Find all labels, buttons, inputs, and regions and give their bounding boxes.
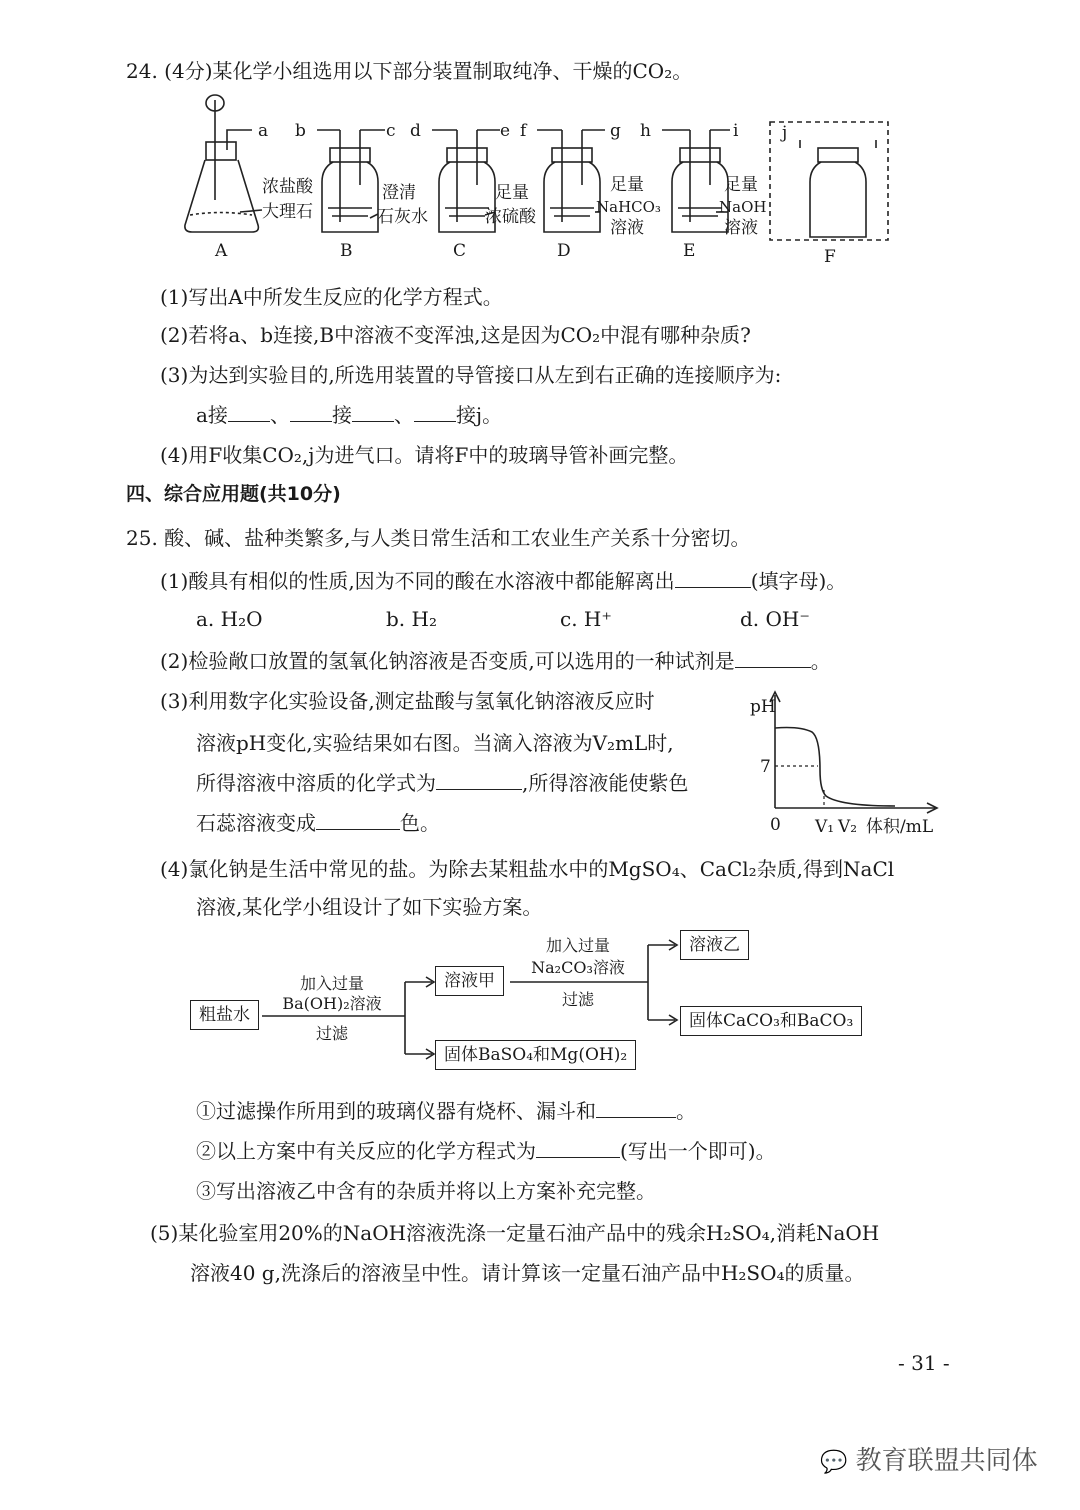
port-a: a: [258, 121, 269, 141]
graph-origin: 0: [770, 815, 781, 835]
q25-part5-line2: 溶液40 g,洗涤后的溶液呈中性。请计算该一定量石油产品中H₂SO₄的质量。: [190, 1261, 865, 1285]
answer-blank[interactable]: [735, 649, 811, 668]
graph-ylabel: pH: [750, 697, 776, 717]
ph-graph: [770, 692, 937, 813]
port-g: g: [610, 121, 621, 141]
q25-option-c: c. H⁺: [560, 607, 612, 631]
flow-step1-label1: 加入过量: [299, 974, 364, 993]
q25-part3-line4: 石蕊溶液变成 色。: [196, 811, 440, 835]
answer-blank[interactable]: [290, 403, 332, 422]
label-d3: 溶液: [610, 218, 644, 238]
label-e3: 溶液: [724, 218, 758, 238]
q25-sub2: ②以上方案中有关反应的化学方程式为 (写出一个即可)。: [196, 1139, 776, 1163]
apparatus-d-letter: D: [557, 241, 571, 261]
q25-part1: (1)酸具有相似的性质,因为不同的酸在水溶液中都能解离出 (填字母)。: [160, 569, 847, 593]
port-d: d: [410, 121, 421, 141]
graph-v1: V₁: [815, 817, 835, 837]
apparatus-a-letter: A: [215, 241, 228, 261]
label-b1: 澄清: [382, 183, 416, 203]
q24-part3-sequence: a接 、 接 、 接j。: [196, 403, 503, 427]
q25-option-d: d. OH⁻: [740, 607, 810, 631]
q25-part3-line3: 所得溶液中溶质的化学式为 ,所得溶液能使紫色: [196, 771, 689, 795]
q24-part2: (2)若将a、b连接,B中溶液不变浑浊,这是因为CO₂中混有哪种杂质?: [160, 323, 751, 347]
q24-heading: 24. (4分)某化学小组选用以下部分装置制取纯净、干燥的CO₂。: [126, 59, 693, 83]
apparatus-e-letter: E: [683, 241, 696, 261]
q25-part2: (2)检验敞口放置的氢氧化钠溶液是否变质,可以选用的一种试剂是 。: [160, 649, 831, 673]
port-i: i: [733, 121, 739, 141]
answer-blank[interactable]: [436, 771, 522, 790]
q24-part4: (4)用F收集CO₂,j为进气口。请将F中的玻璃导管补画完整。: [160, 443, 689, 467]
answer-blank[interactable]: [414, 403, 456, 422]
port-e: e: [500, 121, 511, 141]
flow-step2-filter: 过滤: [561, 990, 594, 1009]
flow-step2-label1: 加入过量: [545, 936, 610, 955]
label-c1: 足量: [495, 183, 529, 203]
label-e1: 足量: [724, 175, 758, 195]
section-heading: 四、综合应用题(共10分): [126, 483, 341, 505]
answer-blank[interactable]: [316, 811, 400, 830]
label-b2: 石灰水: [377, 207, 428, 227]
flow-step2-label2: Na₂CO₃溶液: [531, 958, 625, 977]
page-number: - 31 -: [898, 1351, 950, 1375]
port-c: c: [386, 121, 396, 141]
flow-end1-box: 溶液乙: [680, 930, 749, 960]
apparatus-b-letter: B: [340, 241, 353, 261]
flow-start-box: 粗盐水: [190, 1000, 259, 1030]
q25-part5-line1: (5)某化验室用20%的NaOH溶液洗涤一定量石油产品中的残余H₂SO₄,消耗NaOH: [150, 1221, 880, 1245]
port-j: j: [782, 123, 788, 143]
flow-step1-filter: 过滤: [315, 1024, 348, 1043]
port-h: h: [640, 121, 651, 141]
q24-part1: (1)写出A中所发生反应的化学方程式。: [160, 285, 503, 309]
watermark: 💬 教育联盟共同体: [820, 1446, 1038, 1476]
q25-option-b: b. H₂: [386, 607, 437, 631]
answer-blank[interactable]: [596, 1099, 676, 1118]
q25-part4-line2: 溶液,某化学小组设计了如下实验方案。: [196, 895, 543, 919]
flow-step1-label2: Ba(OH)₂溶液: [282, 994, 382, 1013]
label-a-acid: 浓盐酸: [262, 177, 313, 197]
q25-heading: 25. 酸、碱、盐种类繁多,与人类日常生活和工农业生产关系十分密切。: [126, 526, 751, 550]
q25-option-a: a. H₂O: [196, 607, 263, 631]
flow-solid1-box: 固体BaSO₄和Mg(OH)₂: [435, 1040, 636, 1070]
q25-part4-line1: (4)氯化钠是生活中常见的盐。为除去某粗盐水中的MgSO₄、CaCl₂杂质,得到NaCl: [160, 857, 895, 881]
answer-blank[interactable]: [536, 1139, 620, 1158]
flow-end2-box: 固体CaCO₃和BaCO₃: [680, 1006, 862, 1036]
flow-mid-box: 溶液甲: [435, 966, 504, 996]
apparatus-c-letter: C: [453, 241, 467, 261]
answer-blank[interactable]: [675, 569, 751, 588]
q25-sub1: ①过滤操作所用到的玻璃仪器有烧杯、漏斗和 。: [196, 1099, 696, 1123]
answer-blank[interactable]: [352, 403, 394, 422]
answer-blank[interactable]: [228, 403, 270, 422]
label-d1: 足量: [610, 175, 644, 195]
q25-sub3: ③写出溶液乙中含有的杂质并将以上方案补充完整。: [196, 1179, 656, 1203]
q24-part3: (3)为达到实验目的,所选用装置的导管接口从左到右正确的连接顺序为:: [160, 363, 782, 387]
label-a-stone: 大理石: [262, 202, 313, 222]
graph-y7: 7: [760, 757, 771, 777]
label-e2: NaOH: [719, 198, 767, 216]
port-b: b: [295, 121, 306, 141]
graph-v2: V₂: [838, 817, 858, 837]
label-d2: NaHCO₃: [596, 198, 661, 216]
apparatus-f-letter: F: [824, 247, 836, 267]
label-c2: 浓硫酸: [485, 207, 536, 227]
graph-xlabel: 体积/mL: [866, 817, 934, 837]
port-f: f: [520, 121, 527, 141]
chat-bubble-icon: 💬: [820, 1450, 848, 1475]
q25-part3-line2: 溶液pH变化,实验结果如右图。当滴入溶液为V₂mL时,: [196, 731, 674, 755]
q25-part3-line1: (3)利用数字化实验设备,测定盐酸与氢氧化钠溶液反应时: [160, 689, 655, 713]
